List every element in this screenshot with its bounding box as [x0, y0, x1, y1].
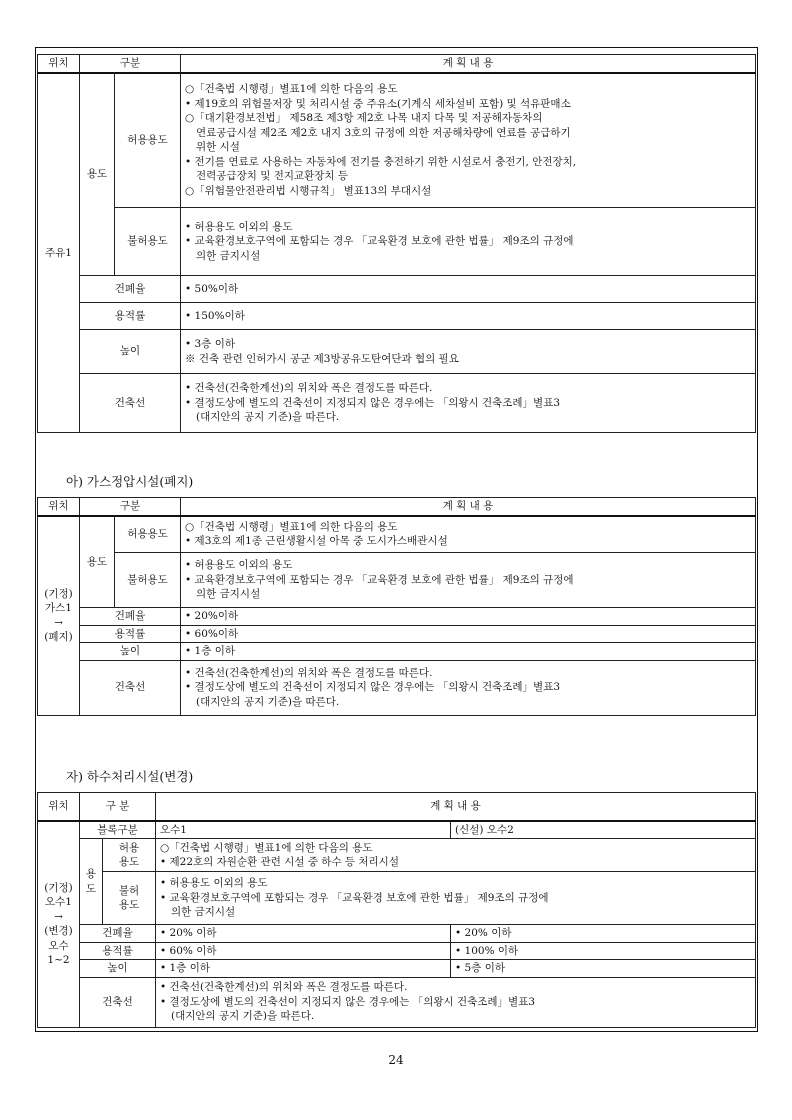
building-line-label: 건축선 — [80, 660, 181, 715]
zone-line: → — [54, 616, 63, 629]
bcr-value-a: • 20% 이하 — [156, 925, 451, 943]
text-line: ○「건축법 시행령」별표1에 의한 다음의 용도 — [185, 520, 398, 533]
building-line-label: 건축선 — [80, 977, 156, 1027]
header-plan: 계 획 내 용 — [156, 793, 756, 821]
text-line: • 교육환경보호구역에 포함되는 경우 「교육환경 보호에 관한 법률」 제9조의 규정에 — [160, 891, 549, 904]
text-line: • 제19호의 위험물저장 및 처리시설 중 주유소(기계식 세차설비 포함) 및 석유판매소 — [185, 97, 571, 110]
far-value-b: • 100% 이하 — [451, 942, 756, 960]
bcr-label: 건폐율 — [80, 276, 181, 303]
building-line-label: 건축선 — [80, 374, 181, 433]
text-line: • 건축선(건축한계선)의 위치와 폭은 결정도를 따른다. — [160, 981, 408, 994]
header-plan: 계 획 내 용 — [181, 55, 756, 73]
bcr-value-b: • 20% 이하 — [451, 925, 756, 943]
height-label: 높이 — [80, 960, 156, 978]
header-category: 구분 — [80, 498, 181, 516]
disallowed-use-label: 불허용도 — [115, 208, 181, 276]
far-label: 용적률 — [80, 303, 181, 330]
bcr-value: • 50%이하 — [181, 276, 756, 303]
sewage-facility-table — [37, 792, 756, 1028]
zone-line: (기정) — [44, 881, 73, 894]
far-value: • 150%이하 — [181, 303, 756, 330]
disallowed-use-content — [181, 208, 756, 276]
text-line: ○「위험물안전관리법 시행규칙」 별표13의 부대시설 — [185, 184, 432, 197]
disallowed-use-content — [156, 872, 756, 925]
header-category: 구 분 — [80, 793, 156, 821]
text-line: • 전기를 연료로 사용하는 자동차에 전기를 충전하기 위한 시설로서 충전기, 안전장치, — [185, 155, 577, 168]
text-line: 의한 금지시설 — [196, 588, 261, 601]
text-line: (대지안의 공지 기준)을 따른다. — [196, 411, 340, 424]
disallowed-use-content — [181, 553, 756, 608]
text-line: ※ 건축 관련 인허가시 공군 제3방공유도탄여단과 협의 필요 — [185, 352, 459, 365]
zone-line: 오수1 — [45, 896, 72, 908]
bcr-label: 건폐율 — [80, 925, 156, 943]
height-value-b: • 5층 이하 — [451, 960, 756, 978]
text-line: • 교육환경보호구역에 포함되는 경우 「교육환경 보호에 관한 법률」 제9조의 규정에 — [185, 573, 574, 586]
block-b: (신설) 오수2 — [451, 821, 756, 839]
header-plan: 계 획 내 용 — [181, 498, 756, 516]
text-line: • 건축선(건축한계선)의 위치와 폭은 결정도를 따른다. — [185, 666, 433, 679]
text-line: 의한 금지시설 — [171, 906, 236, 919]
block-label: 블록구분 — [80, 821, 156, 839]
block-a: 오수1 — [156, 821, 451, 839]
header-position: 위치 — [38, 55, 80, 73]
text-line: ○「건축법 시행령」별표1에 의한 다음의 용도 — [185, 83, 398, 96]
text-line: • 교육환경보호구역에 포함되는 경우 「교육환경 보호에 관한 법률」 제9조의 규정에 — [185, 235, 574, 248]
zone-cell — [38, 516, 80, 716]
height-value: • 1층 이하 — [181, 643, 756, 661]
height-value-a: • 1층 이하 — [156, 960, 451, 978]
section-title-sewage: 자) 하수처리시설(변경) — [66, 769, 194, 784]
text-line: 연료공급시설 제2조 제2호 내지 3호의 규정에 의한 저공해차량에 연료를 공급하기 — [196, 126, 571, 139]
allowed-use-content — [181, 516, 756, 553]
page-number: 24 — [388, 1053, 404, 1067]
building-line-content — [181, 660, 756, 715]
fuel-station-table — [37, 54, 756, 433]
text-line: • 3층 이하 — [185, 338, 235, 350]
text-line: ○「건축법 시행령」별표1에 의한 다음의 용도 — [160, 841, 373, 854]
height-label: 높이 — [80, 330, 181, 374]
zone-line: 오수 — [48, 939, 69, 952]
header-position: 위치 — [38, 498, 80, 516]
text-line: • 결정도상에 별도의 건축선이 지정되지 않은 경우에는 「의왕시 건축조례」별표3 — [160, 995, 536, 1008]
use-cell: 용도 — [80, 516, 115, 608]
text-line: • 허용용도 이외의 용도 — [185, 220, 293, 233]
section-title-gas: 아) 가스정압시설(폐지) — [66, 474, 194, 489]
far-value: • 60%이하 — [181, 625, 756, 643]
text-line: 전력공급장치 및 전지교환장치 등 — [196, 170, 349, 183]
height-content — [181, 330, 756, 374]
text-line: • 허용용도 이외의 용도 — [160, 877, 268, 890]
header-position: 위치 — [38, 793, 80, 821]
disallowed-use-label: 불허용도 — [115, 553, 181, 608]
label-line: 용도 — [118, 856, 140, 868]
zone-line: (폐지) — [44, 631, 73, 643]
allowed-use-label: 허용용도 — [115, 73, 181, 208]
zone-line: (변경) — [44, 925, 73, 937]
bcr-value: • 20%이하 — [181, 608, 756, 626]
text-line: • 제22호의 자원순환 관련 시설 중 하수 등 처리시설 — [160, 856, 399, 868]
header-category: 구분 — [80, 55, 181, 73]
zone-cell — [38, 821, 80, 1028]
bcr-label: 건폐율 — [80, 608, 181, 626]
zone-line: 1~2 — [47, 954, 70, 966]
building-line-content — [156, 977, 756, 1027]
gas-facility-table — [37, 497, 756, 716]
use-cell: 용도 — [80, 73, 115, 276]
label-line: 불허 — [118, 884, 140, 897]
text-line: • 허용용도 이외의 용도 — [185, 559, 293, 572]
text-line: 위한 시설 — [196, 141, 240, 154]
text-line: (대지안의 공지 기준)을 따른다. — [171, 1010, 315, 1023]
allowed-use-label — [103, 839, 156, 872]
allowed-use-content — [156, 839, 756, 872]
text-line: • 결정도상에 별도의 건축선이 지정되지 않은 경우에는 「의왕시 건축조례」별표3 — [185, 681, 561, 694]
zone-line: 가스1 — [45, 602, 72, 614]
text-line: 의한 금지시설 — [196, 249, 261, 262]
disallowed-use-label — [103, 872, 156, 925]
label-line: 허용 — [118, 841, 140, 854]
label-line: 용도 — [118, 899, 140, 911]
text-line: ○「대기환경보전법」 제58조 제3항 제2호 나목 내지 다목 및 저공해자동차의 — [185, 112, 543, 125]
building-line-content — [181, 374, 756, 433]
zone-cell: 주유1 — [38, 73, 80, 433]
height-label: 높이 — [80, 643, 181, 661]
allowed-use-content — [181, 73, 756, 208]
zone-line: → — [54, 910, 63, 923]
far-label: 용적률 — [80, 942, 156, 960]
text-line: • 건축선(건축한계선)의 위치와 폭은 결정도를 따른다. — [185, 382, 433, 395]
allowed-use-label: 허용용도 — [115, 516, 181, 553]
text-line: (대지안의 공지 기준)을 따른다. — [196, 695, 340, 708]
use-cell: 용도 — [80, 839, 103, 925]
text-line: • 제3호의 제1종 근린생활시설 아목 중 도시가스배관시설 — [185, 535, 448, 548]
zone-line: (기정) — [44, 587, 73, 600]
far-value-a: • 60% 이하 — [156, 942, 451, 960]
text-line: • 결정도상에 별도의 건축선이 지정되지 않은 경우에는 「의왕시 건축조례」별표3 — [185, 396, 561, 409]
far-label: 용적률 — [80, 625, 181, 643]
